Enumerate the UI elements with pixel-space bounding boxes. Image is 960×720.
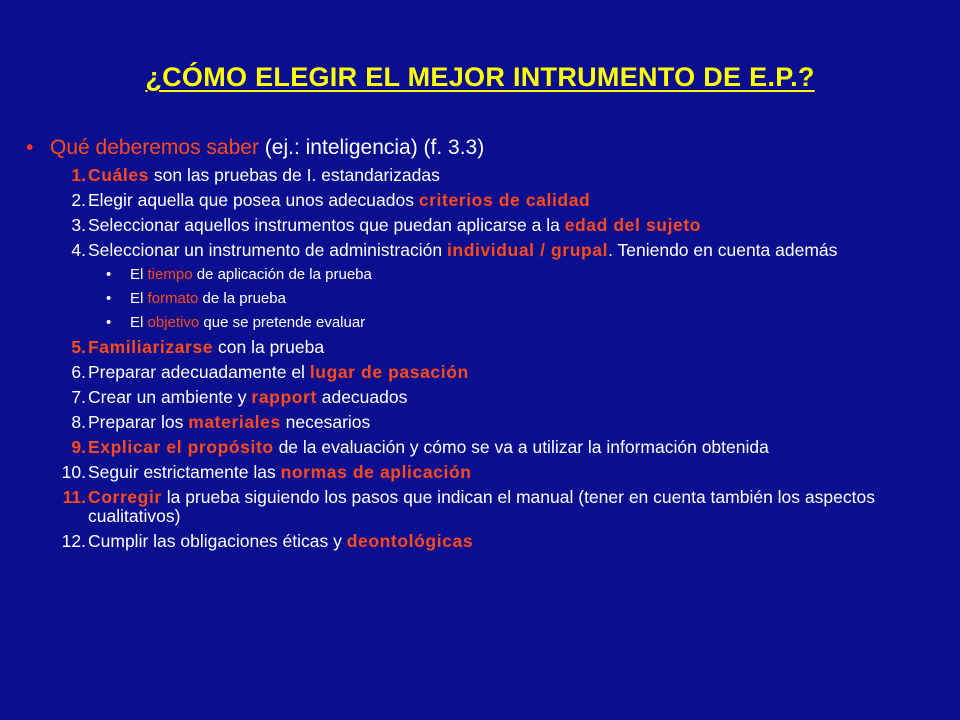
main-bullet-highlight: Qué deberemos saber	[50, 136, 259, 159]
list-item	[26, 463, 936, 482]
step-number: 2.	[71, 190, 86, 210]
step-number: 7.	[71, 387, 86, 407]
step-number: 10.	[61, 462, 86, 482]
bullet-dot: •	[106, 314, 112, 331]
list-item	[26, 191, 936, 210]
list-item	[26, 338, 936, 357]
sub-item-text: El formato de la prueba	[130, 290, 286, 307]
slide-title: ¿CÓMO ELEGIR EL MEJOR INTRUMENTO DE E.P.?	[145, 62, 815, 92]
step-number: 6.	[71, 362, 86, 382]
step-text: Cuáles son las pruebas de I. estandarizadas	[88, 165, 440, 185]
list-item	[26, 413, 936, 432]
sub-item-text: El objetivo que se pretende evaluar	[130, 314, 366, 331]
step-text: Seleccionar un instrumento de administración individual / grupal. Teniendo en cuenta además	[88, 240, 838, 260]
bullet-dot: •	[106, 266, 112, 283]
list-item	[26, 241, 936, 260]
list-item	[26, 166, 936, 185]
step-text: Corregir la prueba siguiendo los pasos que indican el manual (tener en cuenta también los aspectos cualitativos)	[88, 487, 875, 526]
step-number: 4.	[71, 240, 86, 260]
step-text: Cumplir las obligaciones éticas y deontológicas	[88, 531, 474, 551]
step-text: Familiarizarse con la prueba	[88, 337, 325, 357]
sub-item-text: El tiempo de aplicación de la prueba	[130, 266, 372, 283]
sub-list-item	[26, 314, 936, 332]
main-bullet-text	[50, 135, 484, 160]
step-number: 5.	[71, 337, 86, 357]
list-item	[26, 438, 936, 457]
bullet-dot: •	[106, 290, 112, 307]
list-item	[26, 388, 936, 407]
step-number: 3.	[71, 215, 86, 235]
main-bullet	[26, 135, 936, 160]
slide-content	[26, 135, 936, 557]
list-item	[26, 488, 936, 526]
step-number: 9.	[71, 437, 86, 457]
sub-list-item	[26, 266, 936, 284]
sub-list	[26, 266, 936, 332]
step-number: 11.	[62, 487, 86, 507]
step-text: Elegir aquella que posea unos adecuados criterios de calidad	[88, 190, 591, 210]
sub-list-item	[26, 290, 936, 308]
list-item	[26, 363, 936, 382]
step-text: Preparar los materiales necesarios	[88, 412, 371, 432]
step-text: Seguir estrictamente las normas de aplicación	[88, 462, 472, 482]
list-item	[26, 216, 936, 235]
step-number: 12.	[61, 531, 86, 551]
step-number: 8.	[71, 412, 86, 432]
step-number: 1.	[71, 165, 86, 185]
step-text: Preparar adecuadamente el lugar de pasación	[88, 362, 469, 382]
step-text: Explicar el propósito de la evaluación y cómo se va a utilizar la información obtenida	[88, 437, 769, 457]
main-bullet-rest: (ej.: inteligencia) (f. 3.3)	[258, 136, 485, 159]
bullet-dot: •	[26, 136, 34, 159]
list-item	[26, 532, 936, 551]
steps-list	[26, 166, 936, 551]
step-text: Seleccionar aquellos instrumentos que puedan aplicarse a la edad del sujeto	[88, 215, 702, 235]
step-text: Crear un ambiente y rapport adecuados	[88, 387, 408, 407]
